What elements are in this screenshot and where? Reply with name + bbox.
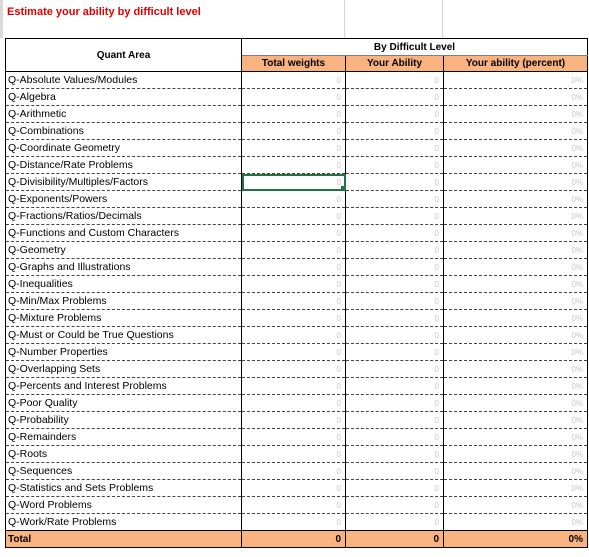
- percent-cell[interactable]: 0%: [444, 395, 588, 412]
- ability-cell[interactable]: 0: [346, 344, 444, 361]
- ability-cell[interactable]: 0: [346, 293, 444, 310]
- area-cell[interactable]: Q-Functions and Custom Characters: [6, 225, 242, 242]
- table-row: [6, 72, 588, 89]
- ability-cell[interactable]: 0: [346, 72, 444, 89]
- weights-cell[interactable]: 0: [242, 191, 346, 208]
- weights-cell[interactable]: 0: [242, 480, 346, 497]
- table-row: [6, 497, 588, 514]
- percent-cell[interactable]: 0%: [444, 140, 588, 157]
- gridline: [344, 0, 345, 38]
- percent-cell[interactable]: 0%: [444, 446, 588, 463]
- percent-cell[interactable]: 0%: [444, 191, 588, 208]
- area-cell[interactable]: Q-Word Problems: [6, 497, 242, 514]
- table-row: [6, 191, 588, 208]
- weights-cell[interactable]: 0: [242, 344, 346, 361]
- percent-cell[interactable]: 0%: [444, 89, 588, 106]
- percent-cell[interactable]: 0%: [444, 157, 588, 174]
- total-weights-header[interactable]: Total weights: [242, 56, 346, 72]
- ability-cell[interactable]: 0: [346, 140, 444, 157]
- area-cell[interactable]: Q-Exponents/Powers: [6, 191, 242, 208]
- ability-cell[interactable]: 0: [346, 157, 444, 174]
- ability-cell[interactable]: 0: [346, 378, 444, 395]
- weights-cell[interactable]: 0: [242, 242, 346, 259]
- area-cell[interactable]: Q-Geometry: [6, 242, 242, 259]
- percent-cell[interactable]: 0%: [444, 463, 588, 480]
- weights-cell[interactable]: 0: [242, 140, 346, 157]
- ability-cell[interactable]: 0: [346, 123, 444, 140]
- percent-cell[interactable]: 0%: [444, 378, 588, 395]
- total-ability[interactable]: 0: [346, 531, 444, 548]
- sheet-title: Estimate your ability by difficult level: [7, 6, 201, 18]
- area-cell[interactable]: Q-Overlapping Sets: [6, 361, 242, 378]
- ability-cell[interactable]: 0: [346, 276, 444, 293]
- percent-cell[interactable]: 0%: [444, 208, 588, 225]
- area-cell[interactable]: Q-Min/Max Problems: [6, 293, 242, 310]
- area-cell[interactable]: Q-Work/Rate Problems: [6, 514, 242, 531]
- table-row: [6, 429, 588, 446]
- ability-cell[interactable]: 0: [346, 429, 444, 446]
- ability-cell[interactable]: 0: [346, 395, 444, 412]
- total-row: [6, 531, 588, 548]
- ability-cell[interactable]: 0: [346, 191, 444, 208]
- difficulty-group-header[interactable]: By Difficult Level: [242, 39, 588, 56]
- ability-cell[interactable]: 0: [346, 497, 444, 514]
- ability-cell[interactable]: 0: [346, 225, 444, 242]
- area-cell[interactable]: Q-Statistics and Sets Problems: [6, 480, 242, 497]
- table-row: [6, 225, 588, 242]
- area-cell[interactable]: Q-Sequences: [6, 463, 242, 480]
- your-ability-header[interactable]: Your Ability: [346, 56, 444, 72]
- weights-cell[interactable]: 0: [242, 463, 346, 480]
- percent-cell[interactable]: 0%: [444, 259, 588, 276]
- percent-cell[interactable]: 0%: [444, 310, 588, 327]
- ability-cell[interactable]: 0: [346, 480, 444, 497]
- weights-cell[interactable]: 0: [242, 225, 346, 242]
- weights-cell[interactable]: 0: [242, 446, 346, 463]
- area-cell[interactable]: Q-Percents and Interest Problems: [6, 378, 242, 395]
- table-row: [6, 106, 588, 123]
- table-row: [6, 123, 588, 140]
- table-row: [6, 344, 588, 361]
- ability-cell[interactable]: 0: [346, 361, 444, 378]
- table-row: [6, 395, 588, 412]
- table-row: [6, 208, 588, 225]
- table-row: [6, 157, 588, 174]
- percent-cell[interactable]: 0%: [444, 327, 588, 344]
- weights-cell[interactable]: 0: [242, 174, 346, 191]
- percent-cell[interactable]: 0%: [444, 106, 588, 123]
- percent-cell[interactable]: 0%: [444, 429, 588, 446]
- ability-table: [5, 38, 588, 548]
- percent-cell[interactable]: 0%: [444, 225, 588, 242]
- ability-cell[interactable]: 0: [346, 106, 444, 123]
- weights-cell[interactable]: 0: [242, 259, 346, 276]
- ability-cell[interactable]: 0: [346, 89, 444, 106]
- area-cell[interactable]: Q-Inequalities: [6, 276, 242, 293]
- table-row: [6, 327, 588, 344]
- table-row: [6, 89, 588, 106]
- ability-cell[interactable]: 0: [346, 514, 444, 531]
- percent-cell[interactable]: 0%: [444, 276, 588, 293]
- area-cell[interactable]: Q-Poor Quality: [6, 395, 242, 412]
- weights-cell[interactable]: 0: [242, 429, 346, 446]
- weights-cell[interactable]: 0: [242, 276, 346, 293]
- weights-cell[interactable]: 0: [242, 89, 346, 106]
- weights-cell[interactable]: 0: [242, 208, 346, 225]
- percent-cell[interactable]: 0%: [444, 497, 588, 514]
- table-row: [6, 446, 588, 463]
- weights-cell[interactable]: 0: [242, 72, 346, 89]
- ability-cell[interactable]: 0: [346, 259, 444, 276]
- percent-cell[interactable]: 0%: [444, 361, 588, 378]
- area-cell[interactable]: Q-Divisibility/Multiples/Factors: [6, 174, 242, 191]
- ability-cell[interactable]: 0: [346, 310, 444, 327]
- weights-cell[interactable]: 0: [242, 497, 346, 514]
- table-row: [6, 293, 588, 310]
- ability-cell[interactable]: 0: [346, 412, 444, 429]
- quant-area-header[interactable]: Quant Area: [6, 39, 242, 72]
- area-cell[interactable]: Q-Absolute Values/Modules: [6, 72, 242, 89]
- ability-cell[interactable]: 0: [346, 242, 444, 259]
- weights-cell[interactable]: 0: [242, 106, 346, 123]
- area-cell[interactable]: Q-Number Properties: [6, 344, 242, 361]
- area-cell[interactable]: Q-Roots: [6, 446, 242, 463]
- percent-cell[interactable]: 0%: [444, 242, 588, 259]
- weights-cell[interactable]: 0: [242, 327, 346, 344]
- total-percent[interactable]: 0%: [444, 531, 588, 548]
- weights-cell[interactable]: 0: [242, 310, 346, 327]
- percent-cell[interactable]: 0%: [444, 174, 588, 191]
- area-cell[interactable]: Q-Remainders: [6, 429, 242, 446]
- table-row: [6, 361, 588, 378]
- table-row: [6, 378, 588, 395]
- total-weights[interactable]: 0: [242, 531, 346, 548]
- percent-cell[interactable]: 0%: [444, 480, 588, 497]
- ability-cell[interactable]: 0: [346, 174, 444, 191]
- percent-cell[interactable]: 0%: [444, 123, 588, 140]
- area-cell[interactable]: Q-Graphs and Illustrations: [6, 259, 242, 276]
- table-row: [6, 174, 588, 191]
- table-row: [6, 514, 588, 531]
- percent-cell[interactable]: 0%: [444, 293, 588, 310]
- table-row: [6, 463, 588, 480]
- ability-cell[interactable]: 0: [346, 208, 444, 225]
- weights-cell[interactable]: 0: [242, 395, 346, 412]
- weights-cell[interactable]: 0: [242, 412, 346, 429]
- table-row: [6, 242, 588, 259]
- gridline: [442, 0, 443, 38]
- percent-cell[interactable]: 0%: [444, 72, 588, 89]
- area-cell[interactable]: Q-Probability: [6, 412, 242, 429]
- weights-cell[interactable]: 0: [242, 361, 346, 378]
- area-cell[interactable]: Q-Combinations: [6, 123, 242, 140]
- title-cell[interactable]: [0, 0, 240, 38]
- ability-percent-header[interactable]: Your ability (percent): [444, 56, 588, 72]
- weights-cell[interactable]: 0: [242, 514, 346, 531]
- table-row: [6, 259, 588, 276]
- table-row: [6, 412, 588, 429]
- ability-cell[interactable]: 0: [346, 446, 444, 463]
- area-cell[interactable]: Q-Algebra: [6, 89, 242, 106]
- total-label[interactable]: Total: [6, 531, 242, 548]
- percent-cell[interactable]: 0%: [444, 344, 588, 361]
- table-row: [6, 480, 588, 497]
- ability-cell[interactable]: 0: [346, 327, 444, 344]
- area-cell[interactable]: Q-Arithmetic: [6, 106, 242, 123]
- table-row: [6, 140, 588, 157]
- area-cell[interactable]: Q-Coordinate Geometry: [6, 140, 242, 157]
- ability-cell[interactable]: 0: [346, 463, 444, 480]
- weights-cell[interactable]: 0: [242, 293, 346, 310]
- area-cell[interactable]: Q-Mixture Problems: [6, 310, 242, 327]
- area-cell[interactable]: Q-Must or Could be True Questions: [6, 327, 242, 344]
- weights-cell[interactable]: 0: [242, 157, 346, 174]
- weights-cell[interactable]: 0: [242, 378, 346, 395]
- table-row: [6, 310, 588, 327]
- percent-cell[interactable]: 0%: [444, 412, 588, 429]
- area-cell[interactable]: Q-Distance/Rate Problems: [6, 157, 242, 174]
- percent-cell[interactable]: 0%: [444, 514, 588, 531]
- area-cell[interactable]: Q-Fractions/Ratios/Decimals: [6, 208, 242, 225]
- table-row: [6, 276, 588, 293]
- weights-cell[interactable]: 0: [242, 123, 346, 140]
